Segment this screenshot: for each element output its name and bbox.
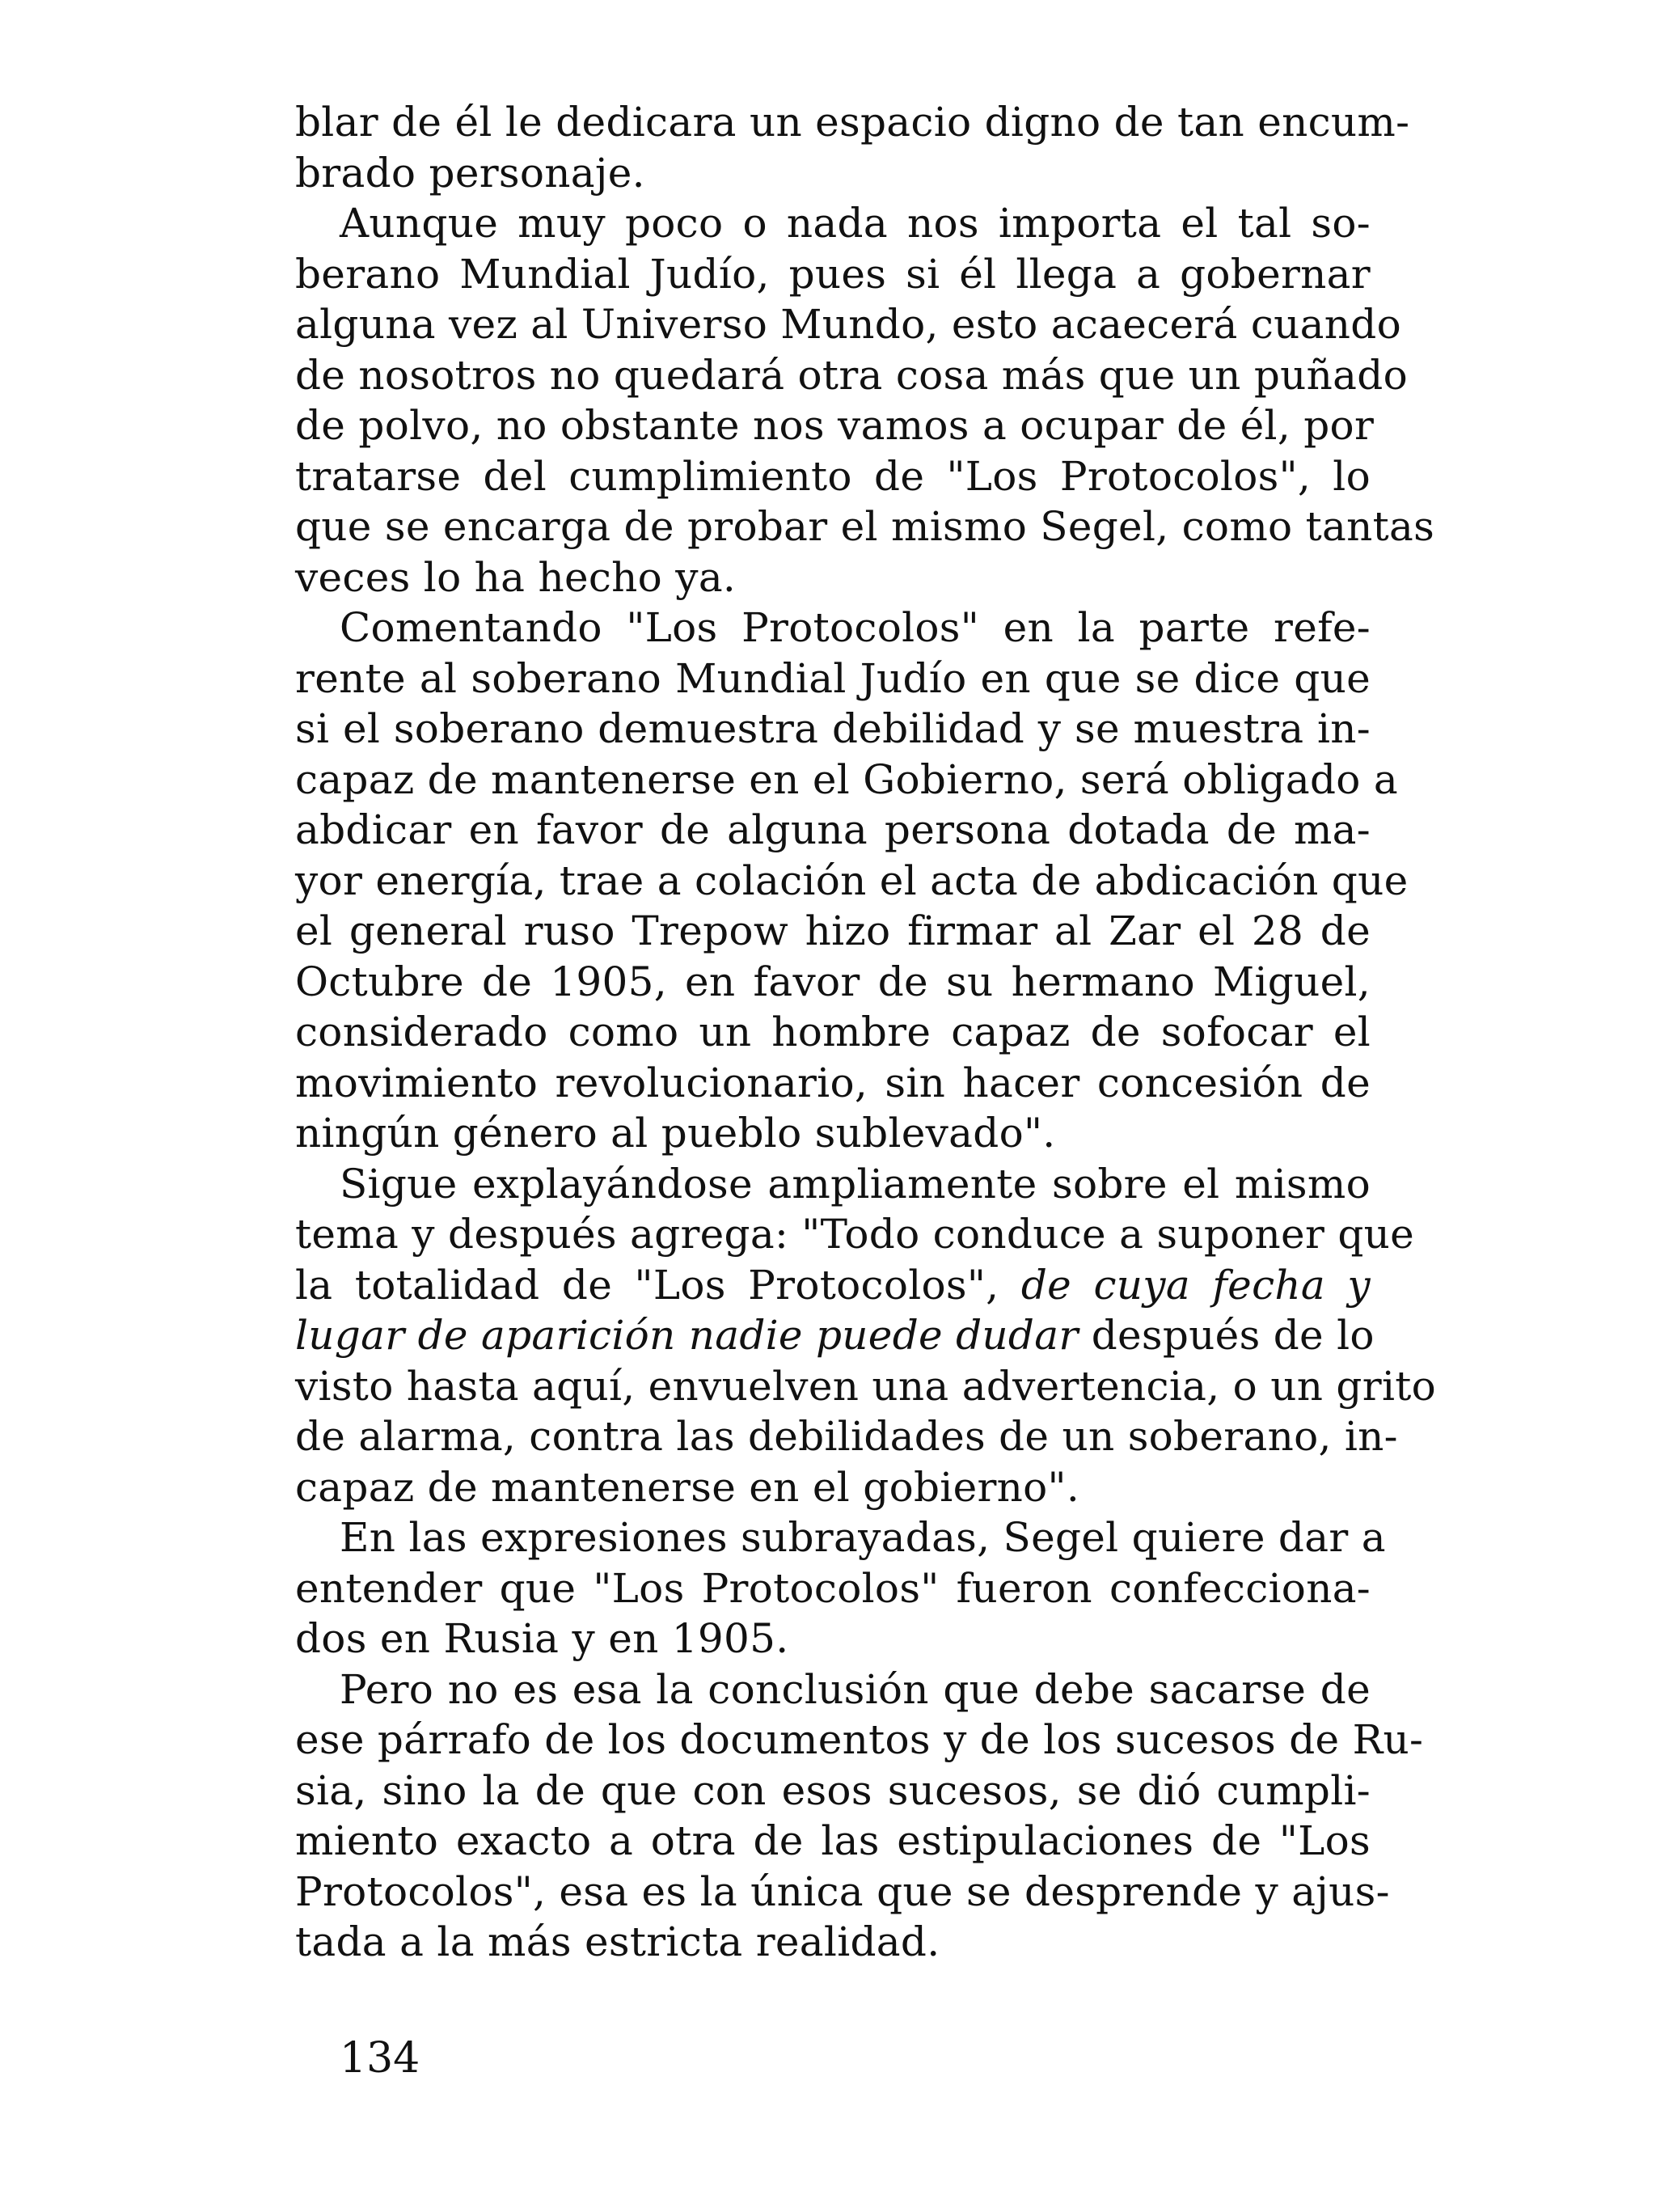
text-line: Protocolos", esa es la única que se desprende y ajus-: [295, 1867, 1390, 1915]
text-run: después de lo: [1078, 1312, 1375, 1359]
text-line: tada a la más estricta realidad.: [295, 1918, 940, 1965]
text-line: rente al soberano Mundial Judío en que se dice que: [295, 654, 1371, 702]
text-line: En las expresiones subrayadas, Segel quiere dar a: [340, 1514, 1386, 1561]
text-line: si el soberano demuestra debilidad y se muestra in-: [295, 705, 1371, 752]
italic-run: de cuya fecha y: [1020, 1261, 1371, 1309]
text-line: visto hasta aquí, envuelven una advertencia, o un grito: [295, 1362, 1437, 1410]
text-line: ningún género al pueblo sublevado".: [295, 1110, 1056, 1157]
text-line: de nosotros no quedará otra cosa más que un puñado: [295, 351, 1408, 399]
page-body: [295, 97, 1437, 1968]
text-line: blar de él le dedicara un espacio digno de tan encum-: [295, 99, 1410, 146]
text-line: tema y después agrega: "Todo conduce a suponer que: [295, 1211, 1415, 1258]
text-line: [295, 1310, 1375, 1361]
text-line: movimiento revolucionario, sin hacer concesión de: [295, 1059, 1371, 1106]
text-line: Comentando "Los Protocolos" en la parte refe-: [340, 604, 1371, 651]
text-line: de alarma, contra las debilidades de un soberano, in-: [295, 1413, 1398, 1460]
page-number: 134: [340, 2034, 420, 2083]
text-line: entender que "Los Protocolos" fueron confecciona-: [295, 1564, 1371, 1612]
text-line: el general ruso Trepow hizo firmar al Zar el 28 de: [295, 907, 1371, 954]
text-line: tratarse del cumplimiento de "Los Protocolos", lo: [295, 452, 1371, 500]
text-line: berano Mundial Judío, pues si él llega a gobernar: [295, 250, 1371, 298]
text-line: Pero no es esa la conclusión que debe sacarse de: [340, 1665, 1371, 1713]
text-line: yor energía, trae a colación el acta de abdicación que: [295, 856, 1409, 904]
text-line: brado personaje.: [295, 149, 645, 197]
text-line: miento exacto a otra de las estipulaciones de "Los: [295, 1817, 1371, 1864]
text-line: considerado como un hombre capaz de sofocar el: [295, 1009, 1371, 1055]
text-line: Octubre de 1905, en favor de su hermano Miguel,: [295, 958, 1371, 1005]
text-line: Sigue explayándose ampliamente sobre el mismo: [340, 1160, 1371, 1208]
text-line: sia, sino la de que con esos sucesos, se dió cumpli-: [295, 1766, 1371, 1814]
italic-run: lugar de aparición nadie puede dudar: [295, 1312, 1079, 1359]
text-line: alguna vez al Universo Mundo, esto acaecerá cuando: [295, 301, 1401, 348]
text-line: que se encarga de probar el mismo Segel, como tantas: [295, 503, 1435, 550]
text-line: veces lo ha hecho ya.: [295, 553, 737, 601]
text-line: de polvo, no obstante nos vamos a ocupar de él, por: [295, 402, 1375, 449]
text-line: capaz de mantenerse en el gobierno".: [295, 1463, 1080, 1511]
text-line: [295, 1260, 1371, 1311]
text-line: abdicar en favor de alguna persona dotada de ma-: [295, 806, 1371, 853]
text-line: ese párrafo de los documentos y de los sucesos de Ru-: [295, 1716, 1424, 1763]
text-line: Aunque muy poco o nada nos importa el tal so-: [340, 200, 1371, 247]
text-line: capaz de mantenerse en el Gobierno, será obligado a: [295, 755, 1398, 803]
text-line: dos en Rusia y en 1905.: [295, 1615, 789, 1662]
text-run: la totalidad de "Los Protocolos",: [295, 1261, 1021, 1309]
